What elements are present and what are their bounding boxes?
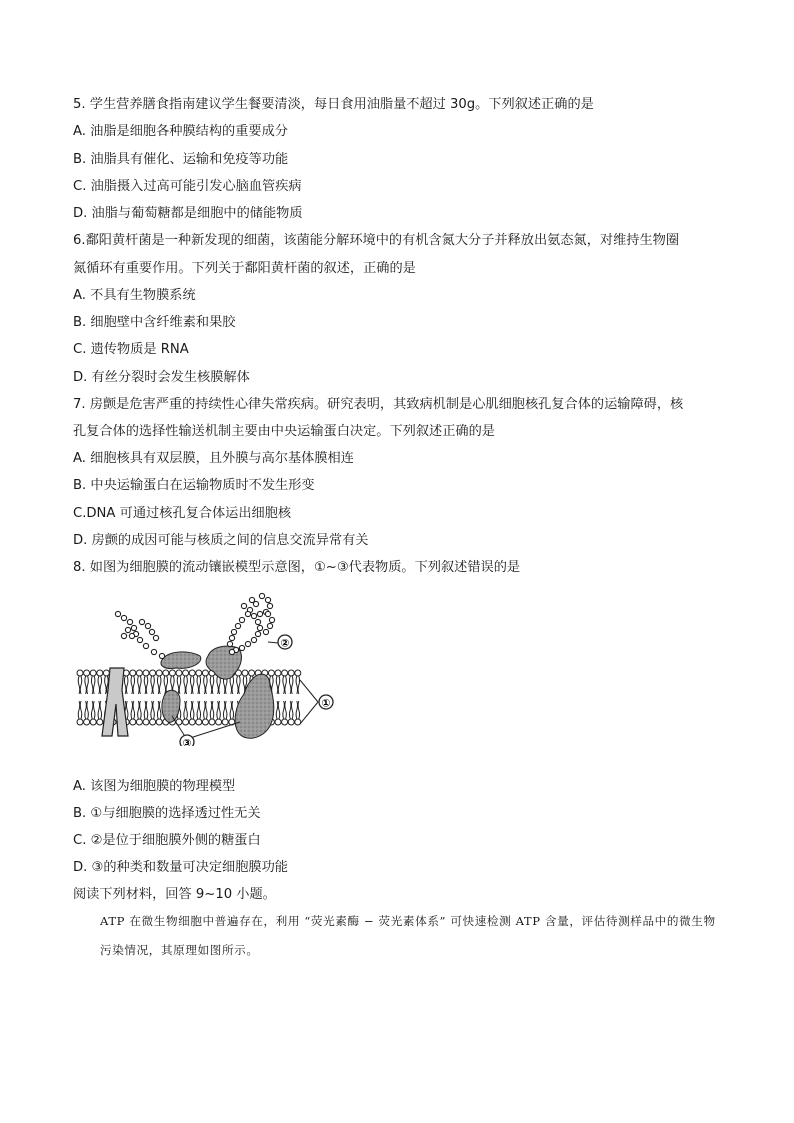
q7-option-a: A. 细胞核具有双层膜，且外膜与高尔基体膜相连 [73, 451, 354, 466]
q8-stem: 8. 如图为细胞膜的流动镶嵌模型示意图，①~③代表物质。下列叙述错误的是 [73, 560, 521, 575]
surface-protein-left [161, 652, 201, 669]
q8-option-b: B. ①与细胞膜的选择透过性无关 [73, 806, 261, 821]
channel-protein [102, 668, 128, 736]
q5-option-d: D. 油脂与葡萄糖都是细胞中的储能物质 [73, 206, 303, 221]
q5-stem: 5. 学生营养膳食指南建议学生餐要清淡，每日食用油脂量不超过 30g。下列叙述正确的是 [73, 97, 594, 112]
figure-label-3: ③ [182, 737, 192, 746]
q5-option-c: C. 油脂摄入过高可能引发心脑血管疾病 [73, 179, 302, 194]
q6-stem-line1: 6.鄱阳黄杆菌是一种新发现的细菌，该菌能分解环境中的有机含氮大分子并释放出氨态氮，对维持生物圈 [73, 233, 680, 248]
reading-passage: ATP 在微生物细胞中普遍存在，利用 “荧光素酶 − 荧光素体系” 可快速检测 ATP 含量，评估待测样品中的微生物污染情况，其原理如图所示。 [100, 914, 716, 957]
embedded-protein-large [235, 674, 274, 738]
sugar-chains [115, 593, 274, 658]
q8-option-a: A. 该图为细胞膜的物理模型 [73, 779, 236, 794]
q5-option-a: A. 油脂是细胞各种膜结构的重要成分 [73, 124, 288, 139]
q6-option-a: A. 不具有生物膜系统 [73, 288, 196, 303]
figure-label-2: ② [280, 637, 290, 650]
q6-option-b: B. 细胞壁中含纤维素和果胶 [73, 315, 236, 330]
q7-stem-line1: 7. 房颤是危害严重的持续性心律失常疾病。研究表明，其致病机制是心肌细胞核孔复合体的运输障碍，核 [73, 397, 684, 412]
q6-option-c: C. 遗传物质是 RNA [73, 342, 189, 357]
q7-option-c: C.DNA 可通过核孔复合体运出细胞核 [73, 506, 292, 521]
q7-option-b: B. 中央运输蛋白在运输物质时不发生形变 [73, 478, 315, 493]
fluid-mosaic-membrane-figure [72, 586, 342, 746]
q7-stem-line2: 孔复合体的选择性输送机制主要由中央运输蛋白决定。下列叙述正确的是 [73, 424, 495, 439]
reading-intro: 阅读下列材料，回答 9~10 小题。 [73, 887, 276, 902]
figure-label-1: ① [321, 697, 331, 710]
q8-option-c: C. ②是位于细胞膜外侧的糖蛋白 [73, 833, 261, 848]
q8-option-d: D. ③的种类和数量可决定细胞膜功能 [73, 860, 288, 875]
q5-option-b: B. 油脂具有催化、运输和免疫等功能 [73, 152, 289, 167]
q6-stem-line2: 氮循环有重要作用。下列关于鄱阳黄杆菌的叙述，正确的是 [73, 261, 416, 276]
q7-option-d: D. 房颤的成因可能与核质之间的信息交流异常有关 [73, 533, 369, 548]
q6-option-d: D. 有丝分裂时会发生核膜解体 [73, 370, 250, 385]
